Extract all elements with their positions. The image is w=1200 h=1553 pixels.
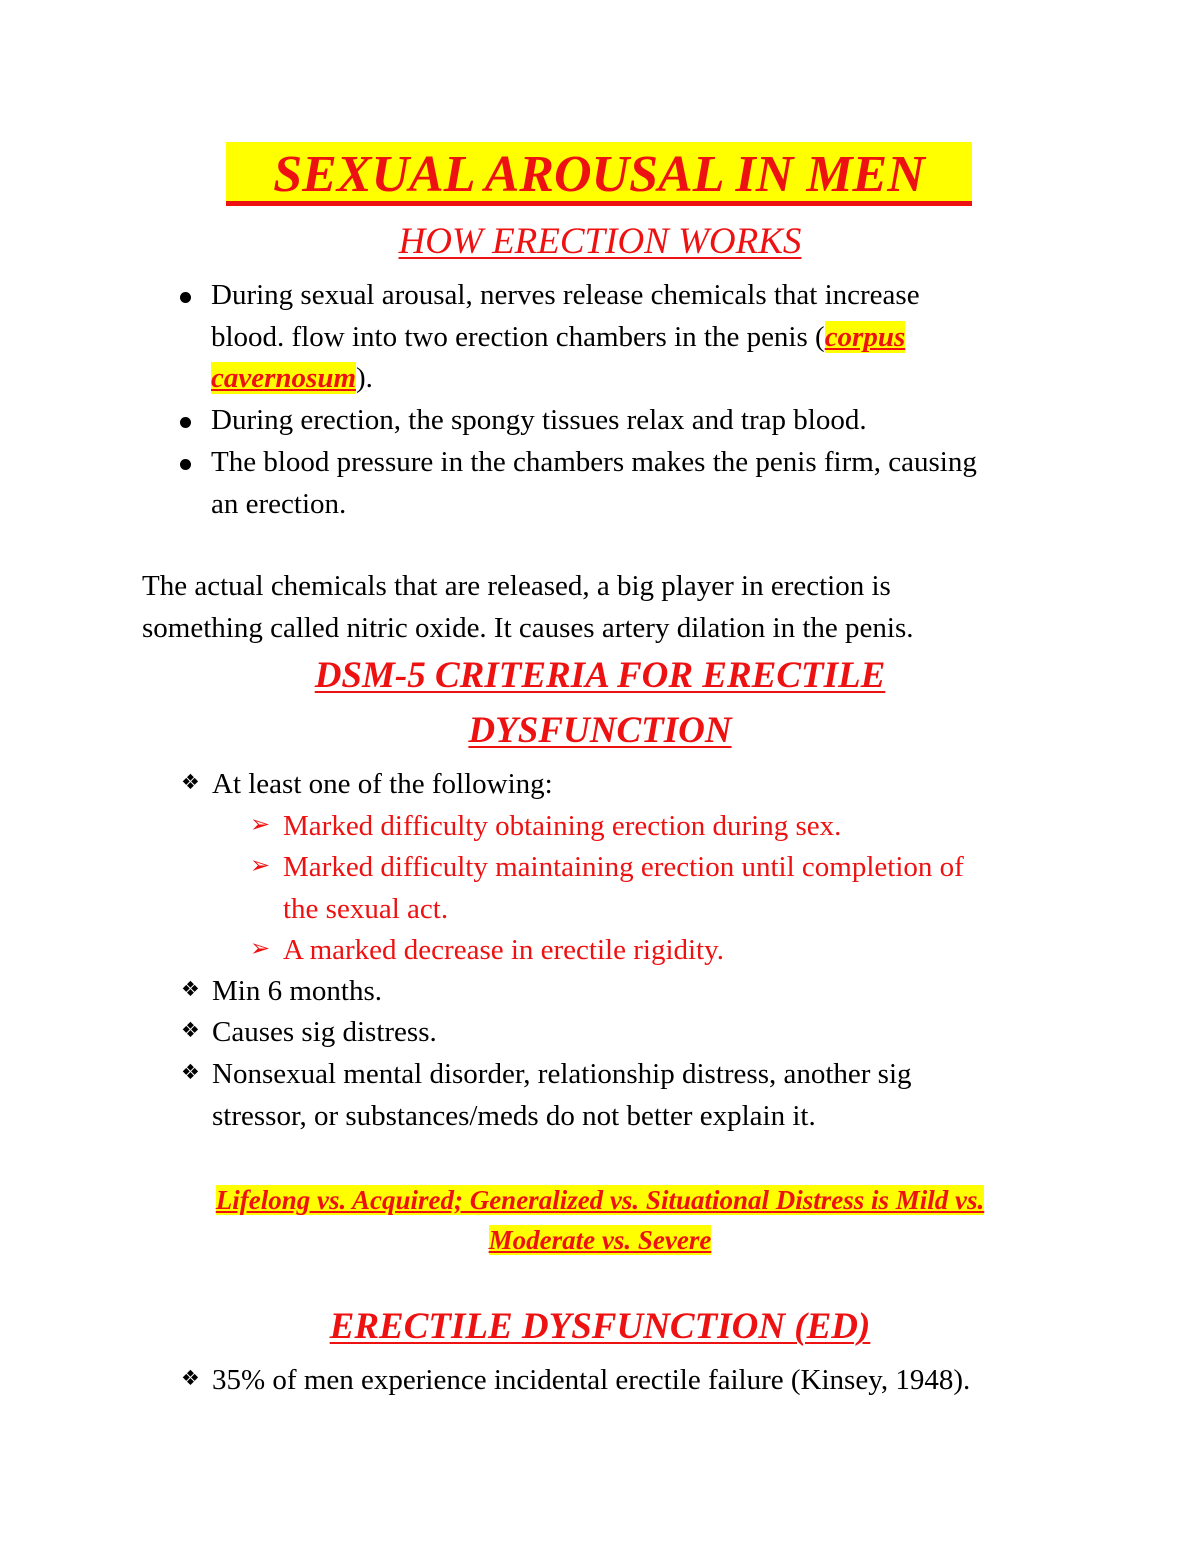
diamond-bullet-icon: ❖ xyxy=(181,770,200,794)
arrow-bullet-icon: ➢ xyxy=(250,810,271,838)
criteria-subitem: Marked difficulty maintaining erection until completion of xyxy=(283,851,964,883)
specifiers-text: Moderate vs. Severe xyxy=(488,1225,712,1255)
criteria-item: At least one of the following: xyxy=(212,768,553,800)
criteria-subitem: Marked difficulty obtaining erection during sex. xyxy=(283,810,842,842)
bullet-text: During erection, the spongy tissues relax and trap blood. xyxy=(211,404,867,436)
arrow-bullet-icon: ➢ xyxy=(250,851,271,879)
bullet-text: During sexual arousal, nerves release chemicals that increase xyxy=(211,279,920,311)
section-heading-how-erection-works: HOW ERECTION WORKS xyxy=(398,221,802,262)
bullet-text: The blood pressure in the chambers makes the penis firm, causing xyxy=(211,446,977,478)
bullet-text-part: blood. flow into two erection chambers in the penis ( xyxy=(211,321,825,353)
bullet-dot-icon xyxy=(180,417,191,428)
section-heading-erectile-dysfunction: ERECTILE DYSFUNCTION (ED) xyxy=(329,1306,871,1347)
specifiers-text: Lifelong vs. Acquired; Generalized vs. Situational Distress is Mild vs. xyxy=(215,1185,985,1215)
bullet-text xyxy=(211,358,373,399)
criteria-subitem: the sexual act. xyxy=(283,893,449,925)
criteria-item: Causes sig distress. xyxy=(212,1016,437,1048)
specifiers-line xyxy=(0,1180,1200,1225)
section-heading-dsm5: DSM-5 CRITERIA FOR ERECTILE xyxy=(314,655,886,696)
specifiers-line xyxy=(0,1220,1200,1265)
bullet-text: an erection. xyxy=(211,488,347,520)
bullet-dot-icon xyxy=(180,459,191,470)
diamond-bullet-icon: ❖ xyxy=(181,1366,200,1390)
section-heading-dsm5: DYSFUNCTION xyxy=(468,710,732,751)
bullet-dot-icon xyxy=(180,292,191,303)
ed-item: 35% of men experience incidental erectile failure (Kinsey, 1948). xyxy=(212,1364,971,1396)
criteria-item: stressor, or substances/meds do not better explain it. xyxy=(212,1100,816,1132)
page-title: SEXUAL AROUSAL IN MEN xyxy=(226,142,972,206)
arrow-bullet-icon: ➢ xyxy=(250,934,271,962)
diamond-bullet-icon: ❖ xyxy=(181,1060,200,1084)
paragraph-text: something called nitric oxide. It causes artery dilation in the penis. xyxy=(142,612,914,644)
bullet-text xyxy=(211,317,905,358)
diamond-bullet-icon: ❖ xyxy=(181,1018,200,1042)
bullet-text-part: ). xyxy=(356,362,373,394)
criteria-subitem: A marked decrease in erectile rigidity. xyxy=(283,934,724,966)
paragraph-text: The actual chemicals that are released, a big player in erection is xyxy=(142,570,891,602)
criteria-item: Nonsexual mental disorder, relationship distress, another sig xyxy=(212,1058,912,1090)
diamond-bullet-icon: ❖ xyxy=(181,977,200,1001)
highlighted-term: cavernosum xyxy=(211,362,356,394)
criteria-item: Min 6 months. xyxy=(212,975,382,1007)
highlighted-term: corpus xyxy=(824,321,906,353)
